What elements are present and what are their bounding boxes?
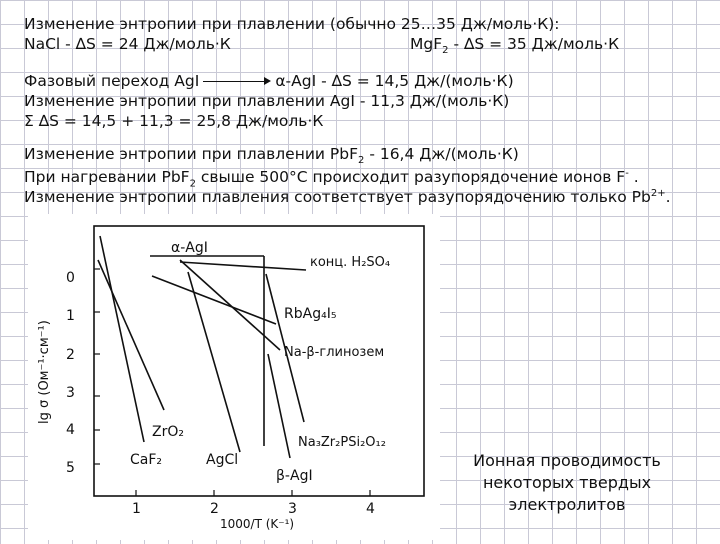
y-tick-4: 4	[66, 422, 75, 438]
curve-zro2	[98, 260, 164, 410]
nacl-entropy: NaCl - ∆S = 24 Дж/моль·К	[24, 35, 231, 53]
caption-line-2: некоторых твердых	[482, 473, 652, 492]
y-tick-0: 0	[66, 270, 75, 286]
x-tick-3: 3	[288, 501, 297, 517]
mgf2-entropy: MgF$_2$ - ∆S = 35 Дж/моль·К	[410, 35, 620, 57]
pbf2-melting-entropy: Изменение энтропии при плавлении PbF$_2$ - 16,4 Дж/(моль·К)	[24, 145, 519, 167]
pb-disorder-note: Изменение энтропии плавления соответствует разупорядочению только $Pb^{2+}$.	[24, 188, 671, 207]
label-rbag4i5: RbAg₄I₅	[284, 306, 337, 322]
notes-block-2	[24, 71, 514, 131]
curve-beta-agi	[268, 354, 290, 458]
x-axis-ticks	[136, 490, 370, 496]
label-alpha-agi: α-AgI	[171, 240, 208, 256]
x-tick-2: 2	[210, 501, 219, 517]
phase-transition-label: Фазовый переход AgI	[24, 72, 200, 90]
label-beta-agi: β-AgI	[276, 468, 313, 484]
y-tick-3: 3	[66, 385, 75, 401]
caption-line-3: электролитов	[508, 495, 626, 514]
label-caf2: CaF₂	[130, 452, 163, 468]
curve-caf2	[100, 236, 144, 442]
label-zro2: ZrO₂	[152, 424, 184, 440]
pbf2-heating-note: При нагревании PbF$_2$ свыше 500°С происходит разупорядочение ионов F- .	[24, 168, 639, 190]
arrow-right-icon	[203, 77, 271, 87]
curve-h2so4	[180, 262, 306, 270]
label-na-beta: Na-β-глинозем	[284, 345, 385, 360]
y-tick-2: 2	[66, 347, 75, 363]
nacl-mgf2-row	[24, 34, 620, 57]
curve-agcl	[188, 272, 240, 452]
y-axis-ticks	[94, 269, 100, 464]
entropy-intro: Изменение энтропии при плавлении (обычно 25…35 Дж/моль·К):	[24, 15, 560, 33]
curve-na-beta	[180, 260, 280, 350]
x-tick-1: 1	[132, 501, 141, 517]
x-axis-label: 1000/T (K⁻¹)	[220, 517, 295, 531]
curve-rbag4i5	[152, 276, 276, 324]
caption-line-1: Ионная проводимость	[473, 451, 661, 470]
agi-melting-entropy: Изменение энтропии при плавлении AgI - 11,3 Дж/(моль·К)	[24, 92, 510, 110]
label-h2so4: конц. H₂SO₄	[310, 255, 391, 270]
figure-caption	[460, 450, 674, 516]
x-tick-4: 4	[366, 501, 375, 517]
conductivity-graph	[28, 214, 440, 540]
y-axis-label: lg σ (Ом⁻¹·см⁻¹)	[37, 320, 52, 424]
conductivity-graph-svg	[28, 214, 440, 540]
label-nasicon: Na₃Zr₂PSi₂O₁₂	[298, 435, 386, 450]
phase-transition-value: α-AgI - ∆S = 14,5 Дж/(моль·К)	[275, 72, 514, 90]
phase-transition-row	[24, 71, 514, 91]
notes-block-1	[24, 14, 620, 57]
entropy-sum: Σ ∆S = 14,5 + 11,3 = 25,8 Дж/моль·К	[24, 112, 324, 130]
notes-block-3	[24, 144, 671, 207]
label-agcl: AgCl	[206, 452, 239, 468]
y-tick-5: 5	[66, 460, 75, 476]
y-tick-1: 1	[66, 308, 75, 324]
